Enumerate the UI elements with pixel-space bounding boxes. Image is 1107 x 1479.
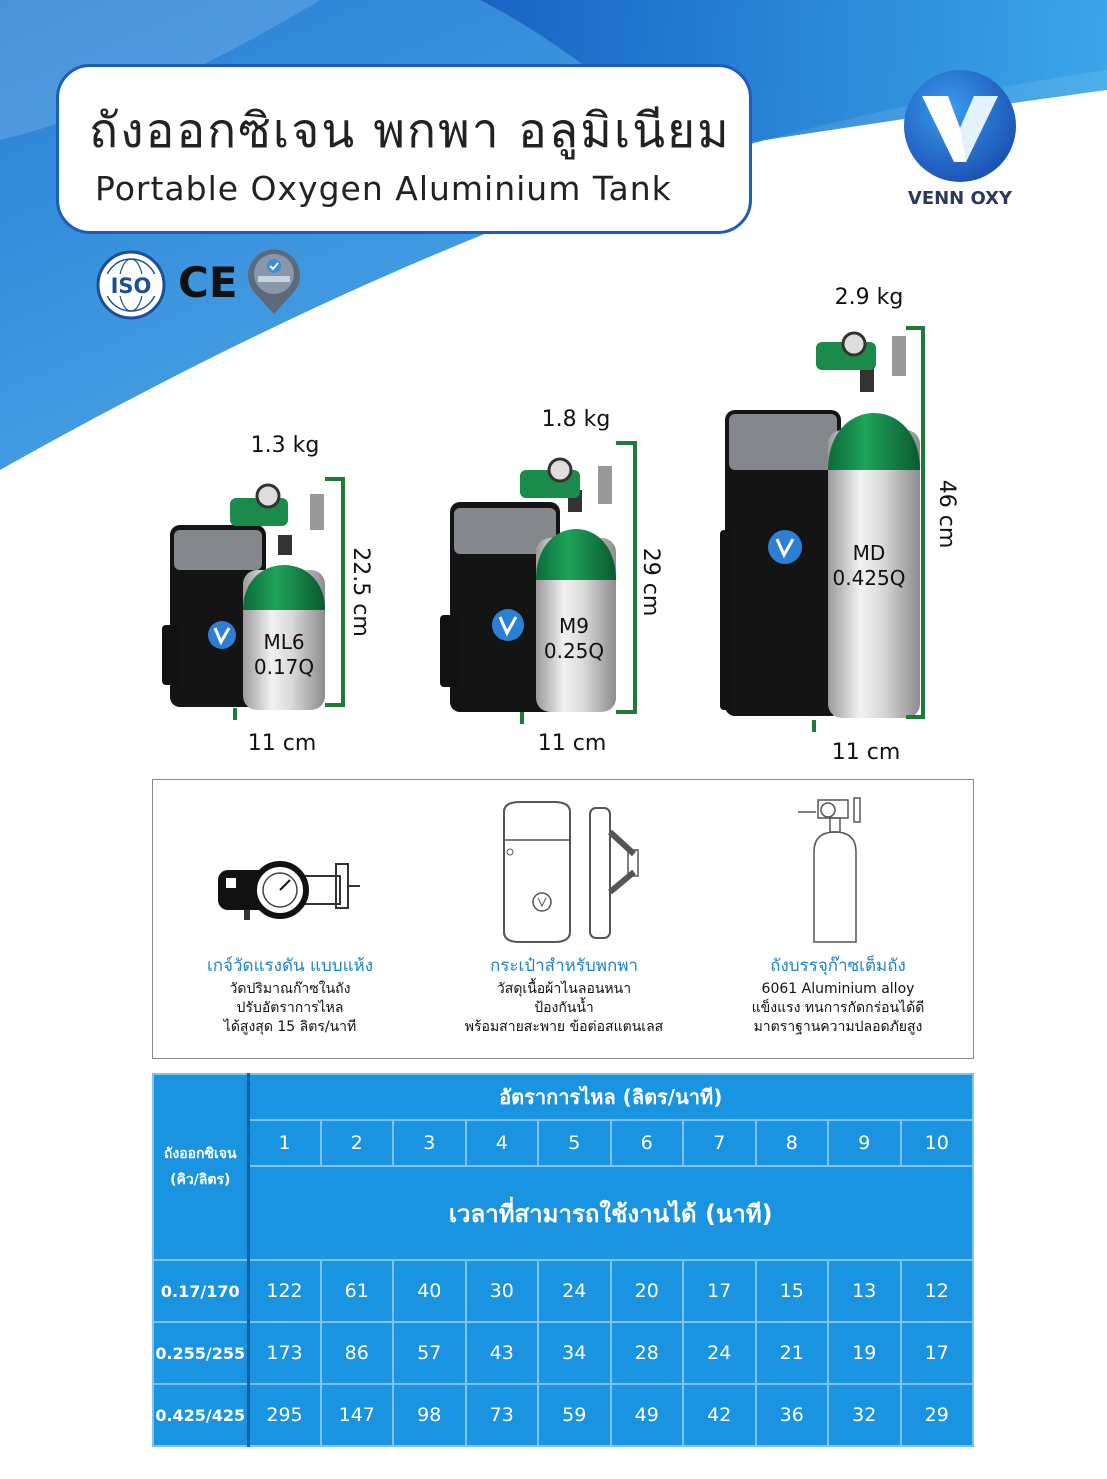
time-cell: 57 — [393, 1322, 466, 1384]
time-cell: 40 — [393, 1260, 466, 1322]
time-cell: 21 — [756, 1322, 829, 1384]
product-md-weight: 2.9 kg — [834, 285, 904, 310]
flow-rate-table — [152, 1073, 974, 1447]
product-ml6-capacity: 0.17Q — [253, 655, 315, 679]
feature-bag — [427, 780, 701, 1060]
product-m9-weight: 1.8 kg — [541, 407, 611, 432]
rate-cell: 2 — [321, 1120, 394, 1166]
rate-cell: 10 — [901, 1120, 974, 1166]
feature-cylinder-description — [701, 980, 975, 1037]
feature-gauge-line: ปรับอัตราการไหล — [236, 1000, 344, 1016]
product-m9-model: M9 — [559, 614, 589, 638]
feature-cylinder-title: ถังบรรจุก๊าซเต็มถัง — [770, 956, 906, 976]
capacity-cell: 0.425/425 — [153, 1384, 248, 1446]
feature-gauge-line: ได้สูงสุด 15 ลิตร/นาที — [223, 1019, 357, 1035]
time-cell: 29 — [901, 1384, 974, 1446]
table-corner-line: (คิว/ลิตร) — [170, 1172, 231, 1188]
time-cell: 36 — [756, 1384, 829, 1446]
product-ml6-height: 22.5 cm — [348, 547, 373, 637]
rate-cell: 4 — [466, 1120, 539, 1166]
time-cell: 43 — [466, 1322, 539, 1384]
feature-cylinder-line: มาตราฐานความปลอดภัยสูง — [753, 1019, 923, 1035]
product-ml6-weight: 1.3 kg — [250, 433, 320, 458]
rate-cell: 3 — [393, 1120, 466, 1166]
feature-cylinder — [701, 780, 975, 1060]
rate-cell: 8 — [756, 1120, 829, 1166]
rate-cell: 9 — [828, 1120, 901, 1166]
ce-mark: CE — [178, 258, 238, 307]
feature-bag-description — [427, 980, 701, 1037]
feature-bag-line: ป้องกันน้ำ — [534, 1000, 594, 1016]
product-md-width: 11 cm — [831, 740, 901, 765]
feature-gauge-title: เกจ์วัดแรงดัน แบบแห้ง — [206, 956, 374, 976]
product-md — [720, 285, 959, 765]
product-md-model: MD — [852, 541, 886, 565]
feature-cylinder-line: แข็งแรง ทนการกัดกร่อนได้ดี — [751, 1000, 925, 1016]
time-cell: 86 — [321, 1322, 394, 1384]
time-cell: 59 — [538, 1384, 611, 1446]
features-panel — [152, 779, 974, 1059]
time-cell: 122 — [248, 1260, 321, 1322]
feature-gauge-line: วัดปริมาณก๊าซในถัง — [229, 981, 351, 997]
time-cell: 17 — [901, 1322, 974, 1384]
capacity-cell: 0.17/170 — [153, 1260, 248, 1322]
table-corner-line: ถังออกซิเจน — [163, 1146, 237, 1162]
table-row — [153, 1322, 973, 1384]
feature-bag-line: วัสดุเนื้อผ้าไนลอนหนา — [496, 981, 632, 997]
product-m9-width: 11 cm — [537, 731, 607, 756]
feature-gauge-description — [153, 980, 427, 1037]
time-cell: 173 — [248, 1322, 321, 1384]
time-cell: 20 — [611, 1260, 684, 1322]
feature-bag-line: พร้อมสายสะพาย ข้อต่อสแตนเลส — [464, 1019, 664, 1035]
time-cell: 49 — [611, 1384, 684, 1446]
title-card — [56, 64, 752, 234]
rate-cell: 6 — [611, 1120, 684, 1166]
carry-bag-icon — [484, 792, 644, 952]
time-cell: 147 — [321, 1384, 394, 1446]
time-cell: 61 — [321, 1260, 394, 1322]
rate-cell: 5 — [538, 1120, 611, 1166]
time-cell: 12 — [901, 1260, 974, 1322]
product-lineup — [140, 280, 1000, 780]
time-cell: 295 — [248, 1384, 321, 1446]
venn-oxy-logo-icon — [900, 66, 1020, 186]
feature-cylinder-line: 6061 Aluminium alloy — [761, 981, 915, 997]
time-cell: 17 — [683, 1260, 756, 1322]
time-cell: 32 — [828, 1384, 901, 1446]
page-title-thai: ถังออกซิเจน พกพา อลูมิเนียม — [89, 103, 731, 159]
capacity-cell: 0.255/255 — [153, 1322, 248, 1384]
product-md-height: 46 cm — [934, 479, 959, 549]
page-title-english: Portable Oxygen Aluminium Tank — [95, 169, 672, 208]
flow-rate-header: อัตราการไหล (ลิตร/นาที) — [248, 1074, 973, 1120]
feature-gauge — [153, 780, 427, 1060]
product-md-capacity: 0.425Q — [832, 566, 906, 590]
time-cell: 19 — [828, 1322, 901, 1384]
time-cell: 24 — [683, 1322, 756, 1384]
feature-bag-title: กระเป๋าสำหรับพกพา — [489, 956, 638, 976]
time-cell: 24 — [538, 1260, 611, 1322]
gas-cylinder-icon — [758, 792, 918, 952]
time-cell: 30 — [466, 1260, 539, 1322]
product-ml6 — [162, 433, 373, 756]
product-m9-capacity: 0.25Q — [543, 639, 605, 663]
product-ml6-width: 11 cm — [247, 731, 317, 756]
time-cell: 34 — [538, 1322, 611, 1384]
time-cell: 42 — [683, 1384, 756, 1446]
usage-time-header: เวลาที่สามารถใช้งานได้ (นาที) — [248, 1166, 973, 1260]
product-m9 — [440, 407, 663, 756]
product-m9-height: 29 cm — [638, 547, 663, 617]
time-cell: 73 — [466, 1384, 539, 1446]
time-cell: 28 — [611, 1322, 684, 1384]
time-cell: 15 — [756, 1260, 829, 1322]
svg-text:ISO: ISO — [110, 274, 152, 298]
table-corner-header — [153, 1074, 248, 1260]
pressure-gauge-icon — [210, 792, 370, 952]
time-cell: 13 — [828, 1260, 901, 1322]
table-row — [153, 1260, 973, 1322]
rate-header-row — [153, 1120, 973, 1166]
table-row — [153, 1384, 973, 1446]
product-ml6-model: ML6 — [263, 630, 305, 654]
time-cell: 98 — [393, 1384, 466, 1446]
brand-name: VENN OXY — [907, 188, 1013, 209]
rate-cell: 7 — [683, 1120, 756, 1166]
rate-cell: 1 — [248, 1120, 321, 1166]
